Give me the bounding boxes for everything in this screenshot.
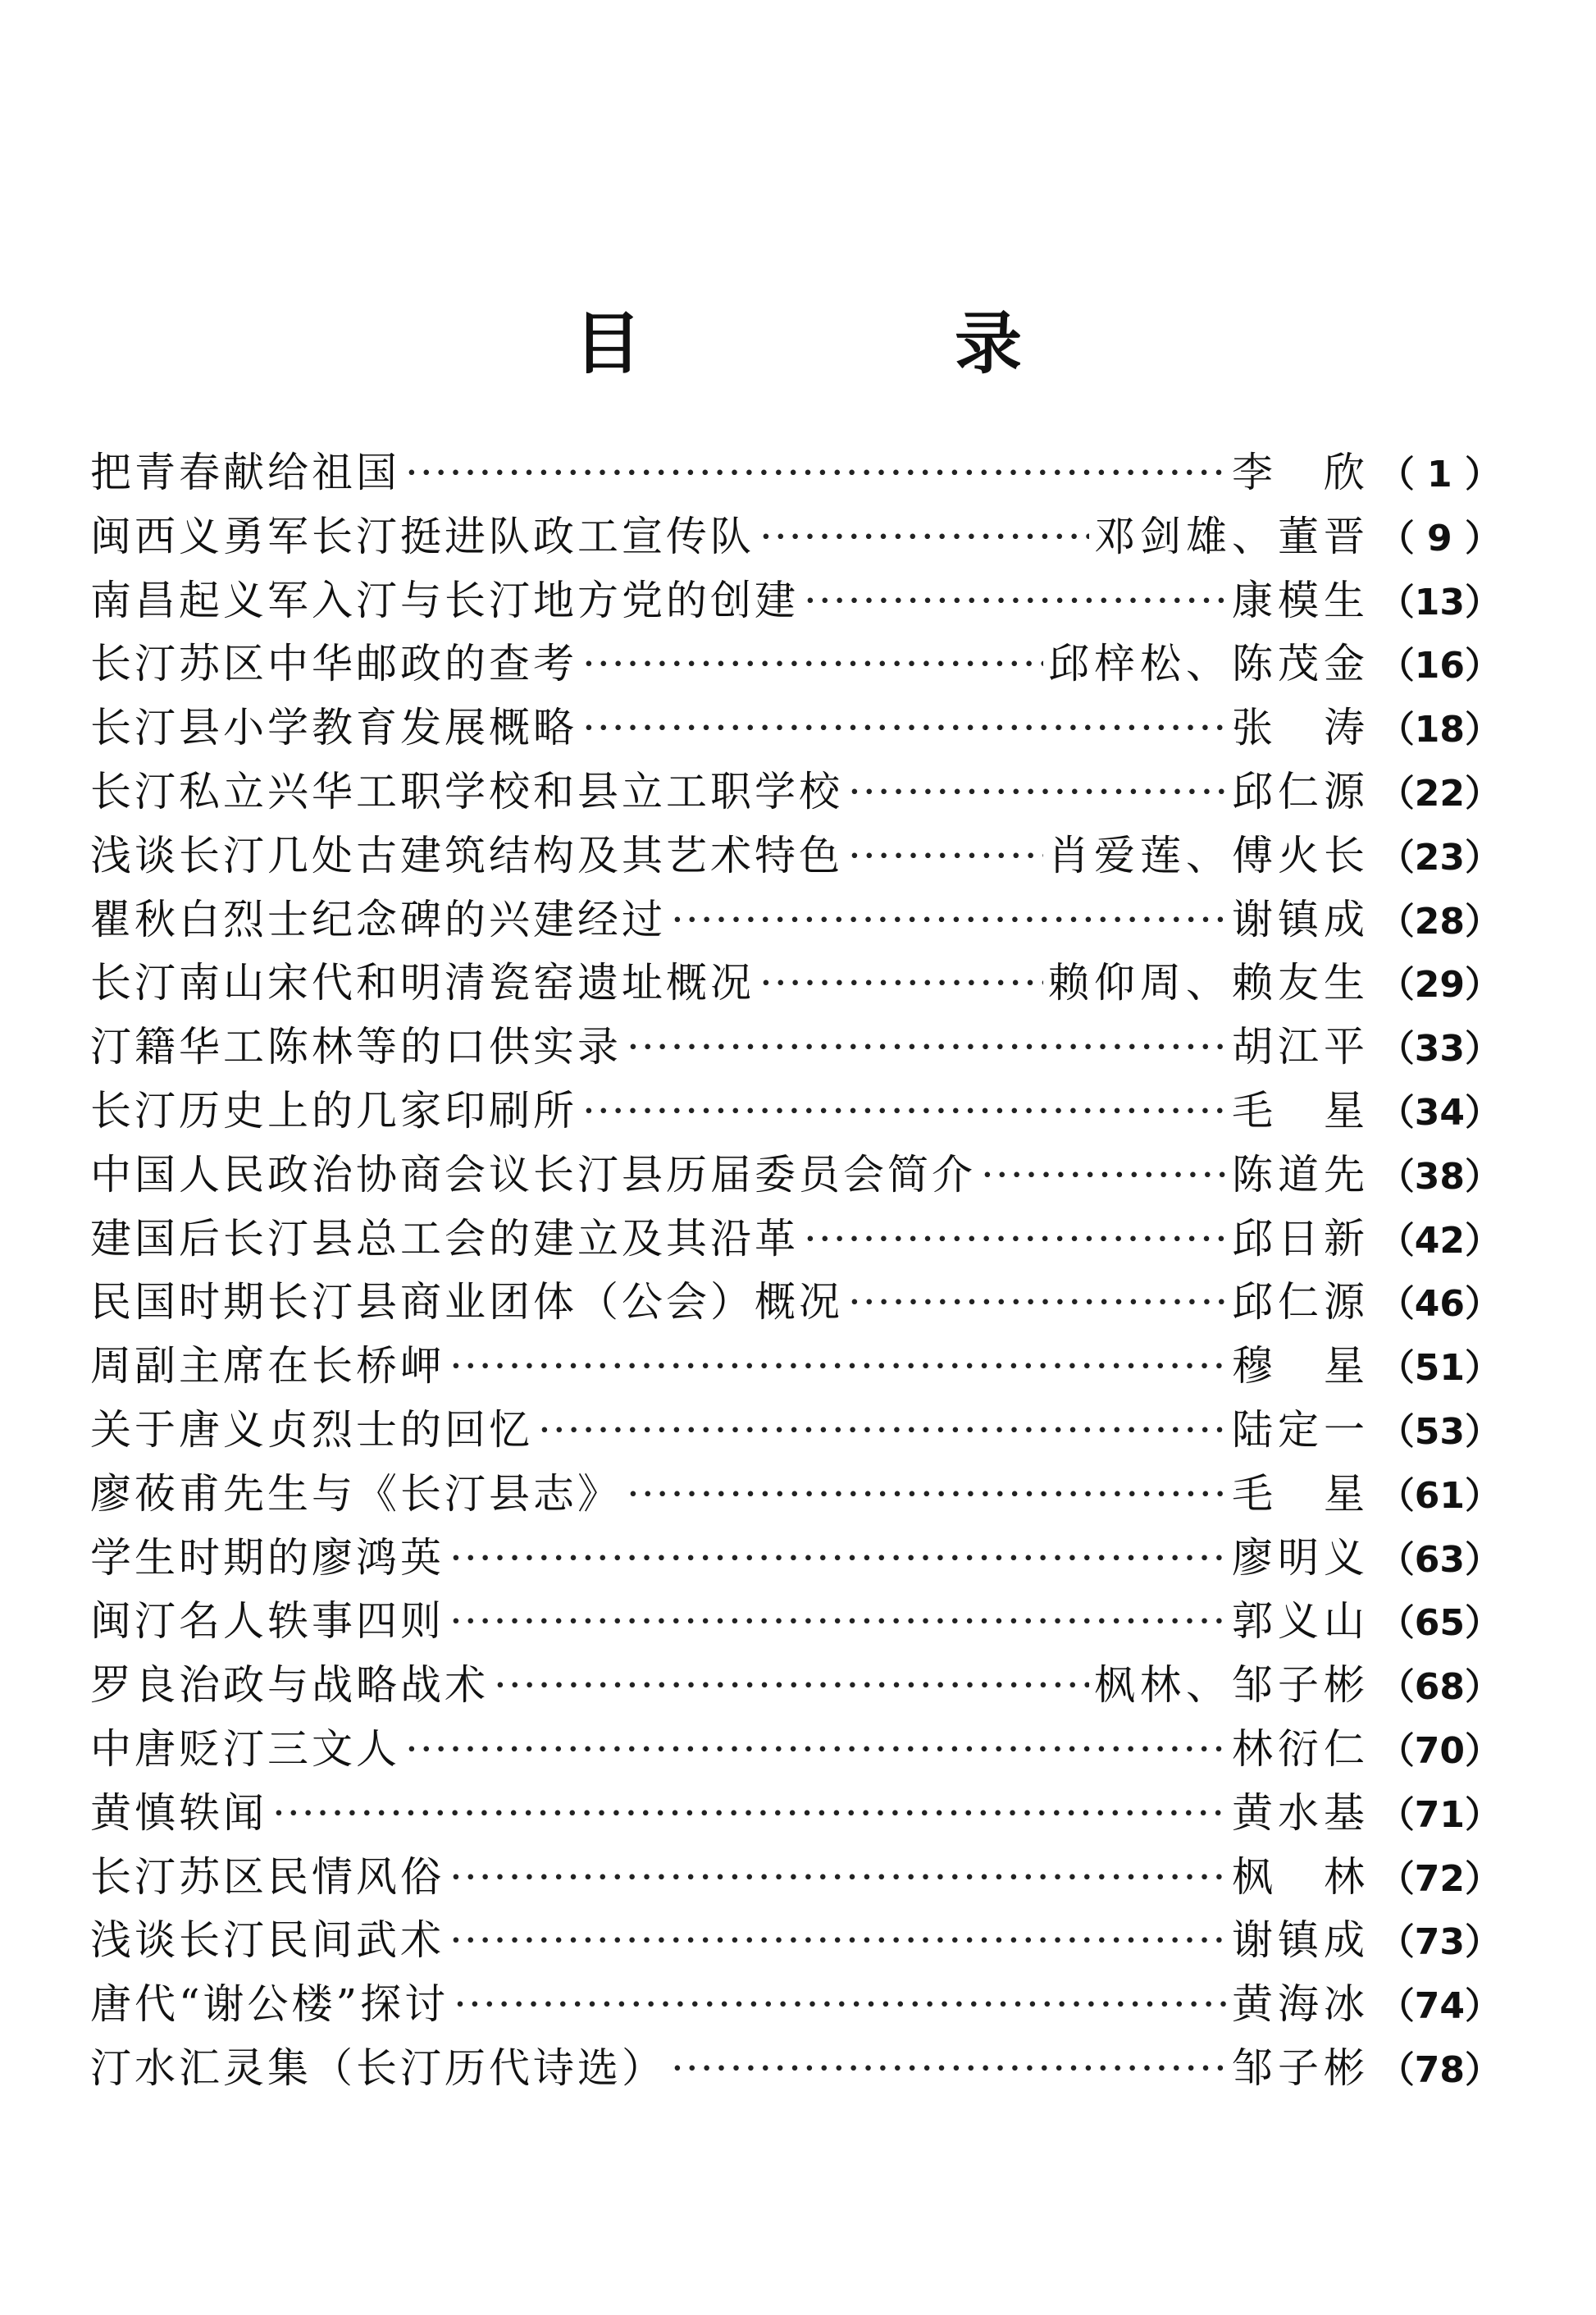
toc-entry-title: 把青春献给祖国 bbox=[90, 449, 400, 496]
dot-leader bbox=[759, 505, 1089, 569]
toc-entry bbox=[90, 1463, 1501, 1527]
toc-entry-title: 建国后长汀县总工会的建立及其沿革 bbox=[90, 1214, 799, 1263]
toc-entry bbox=[90, 696, 1501, 760]
dot-leader bbox=[582, 696, 1227, 760]
toc-entry-page: （46） bbox=[1378, 1283, 1501, 1326]
toc-entry-author: 郭义山 bbox=[1232, 1597, 1370, 1646]
toc-entry bbox=[90, 1718, 1501, 1782]
toc-entry bbox=[90, 569, 1501, 633]
toc-entry-title: 中唐贬汀三文人 bbox=[90, 1724, 400, 1773]
toc-entry-page: （ 9 ） bbox=[1378, 517, 1501, 559]
toc-entry bbox=[90, 441, 1501, 505]
toc-entry bbox=[90, 1080, 1501, 1144]
toc-entry bbox=[90, 1335, 1501, 1399]
toc-entry-author: 廖明义 bbox=[1232, 1533, 1370, 1582]
toc-entry-page: （23） bbox=[1378, 836, 1501, 879]
toc-entry bbox=[90, 1782, 1501, 1846]
dot-leader bbox=[449, 1335, 1227, 1399]
dot-leader bbox=[582, 1080, 1227, 1144]
toc-entry bbox=[90, 824, 1501, 888]
toc-entry-page: （22） bbox=[1378, 772, 1501, 815]
dot-leader bbox=[671, 2037, 1227, 2101]
toc-entry-title: 唐代“谢公楼”探讨 bbox=[90, 1980, 449, 2029]
toc-entry bbox=[90, 632, 1501, 696]
toc-entry-title: 长汀南山宋代和明清瓷窑遗址概况 bbox=[90, 959, 755, 1007]
dot-leader bbox=[449, 1527, 1227, 1591]
toc-entry-title: 长汀苏区民情风俗 bbox=[90, 1852, 445, 1901]
toc-entry-author: 黄水基 bbox=[1232, 1788, 1370, 1837]
toc-entry-page: （65） bbox=[1378, 1602, 1501, 1645]
toc-entry-page: （29） bbox=[1378, 964, 1501, 1007]
dot-leader bbox=[627, 1016, 1227, 1080]
dot-leader bbox=[848, 1271, 1227, 1335]
toc-entry-title: 长汀苏区中华邮政的查考 bbox=[90, 640, 577, 688]
toc-entry-title: 廖莜甫先生与《长汀县志》 bbox=[90, 1469, 622, 1518]
toc-entry-title: 学生时期的廖鸿英 bbox=[90, 1533, 445, 1582]
toc-entry-page: （53） bbox=[1378, 1410, 1501, 1453]
toc-entry bbox=[90, 1527, 1501, 1591]
toc-entry-page: （72） bbox=[1378, 1857, 1501, 1900]
dot-leader bbox=[405, 1718, 1227, 1782]
toc-entry-title: 长汀历史上的几家印刷所 bbox=[90, 1086, 577, 1135]
toc-entry-page: （34） bbox=[1378, 1091, 1501, 1134]
toc-entry-author: 邹子彬 bbox=[1232, 2043, 1370, 2092]
dot-leader bbox=[848, 760, 1227, 824]
dot-leader bbox=[272, 1782, 1227, 1846]
toc-entry-author: 林衍仁 bbox=[1232, 1724, 1370, 1773]
toc-entry bbox=[90, 888, 1501, 952]
toc-entry-page: （38） bbox=[1378, 1155, 1501, 1198]
toc-entry-page: （18） bbox=[1378, 709, 1501, 751]
toc-entry-author: 李 欣 bbox=[1232, 449, 1370, 496]
dot-leader bbox=[494, 1654, 1089, 1718]
toc-entry-page: （28） bbox=[1378, 900, 1501, 943]
toc-entry-page: （51） bbox=[1378, 1347, 1501, 1390]
toc-entry bbox=[90, 1144, 1501, 1208]
dot-leader bbox=[449, 1909, 1227, 1973]
toc-entry bbox=[90, 1909, 1501, 1973]
toc-entry-author: 康模生 bbox=[1232, 576, 1370, 624]
toc-entry-author: 谢镇成 bbox=[1232, 895, 1370, 943]
toc-entry-page: （73） bbox=[1378, 1921, 1501, 1964]
toc-entry-title: 闽西义勇军长汀挺进队政工宣传队 bbox=[90, 512, 755, 560]
page-title: 目 录 bbox=[573, 305, 1145, 383]
table-of-contents bbox=[90, 441, 1501, 2101]
toc-entry-page: （13） bbox=[1378, 581, 1501, 623]
toc-entry bbox=[90, 1590, 1501, 1654]
toc-entry-author: 邱仁源 bbox=[1232, 1278, 1370, 1326]
dot-leader bbox=[759, 952, 1043, 1016]
toc-entry-page: （63） bbox=[1378, 1538, 1501, 1581]
dot-leader bbox=[627, 1463, 1227, 1527]
toc-entry-title: 中国人民政治协商会议长汀县历届委员会简介 bbox=[90, 1150, 976, 1199]
toc-entry bbox=[90, 1846, 1501, 1910]
toc-entry-title: 浅谈长汀民间武术 bbox=[90, 1916, 445, 1965]
toc-entry-author: 陆定一 bbox=[1232, 1405, 1370, 1454]
dot-leader bbox=[449, 1590, 1227, 1654]
toc-entry-page: （70） bbox=[1378, 1729, 1501, 1772]
toc-entry-title: 长汀私立兴华工职学校和县立工职学校 bbox=[90, 767, 843, 815]
toc-entry-author: 邱仁源 bbox=[1232, 767, 1370, 815]
dot-leader bbox=[671, 888, 1227, 952]
toc-entry-page: （ 1 ） bbox=[1378, 454, 1501, 495]
toc-entry bbox=[90, 1654, 1501, 1718]
dot-leader bbox=[449, 1846, 1227, 1910]
toc-entry-author: 陈道先 bbox=[1232, 1150, 1370, 1199]
dot-leader bbox=[405, 441, 1227, 505]
toc-entry-author: 邱日新 bbox=[1232, 1214, 1370, 1263]
toc-entry bbox=[90, 1271, 1501, 1335]
toc-entry-author: 毛 星 bbox=[1232, 1469, 1370, 1518]
toc-entry-author: 枫 林 bbox=[1232, 1852, 1370, 1901]
toc-entry-title: 南昌起义军入汀与长汀地方党的创建 bbox=[90, 576, 799, 624]
dot-leader bbox=[538, 1399, 1227, 1463]
dot-leader bbox=[804, 569, 1227, 633]
toc-entry-page: （74） bbox=[1378, 1985, 1501, 2028]
toc-entry bbox=[90, 1973, 1501, 2037]
toc-entry-title: 浅谈长汀几处古建筑结构及其艺术特色 bbox=[90, 831, 843, 879]
toc-entry-title: 关于唐义贞烈士的回忆 bbox=[90, 1405, 533, 1454]
toc-entry-page: （71） bbox=[1378, 1793, 1501, 1836]
toc-entry-author: 毛 星 bbox=[1232, 1086, 1370, 1135]
toc-entry-title: 罗良治政与战略战术 bbox=[90, 1661, 489, 1710]
toc-entry-page: （78） bbox=[1378, 2048, 1501, 2091]
toc-entry-page: （61） bbox=[1378, 1474, 1501, 1517]
toc-entry-page: （16） bbox=[1378, 645, 1501, 687]
dot-leader bbox=[804, 1208, 1227, 1272]
toc-entry-author: 邓剑雄、董晋 bbox=[1094, 512, 1370, 560]
toc-entry-page: （42） bbox=[1378, 1219, 1501, 1262]
toc-entry-title: 黄慎轶闻 bbox=[90, 1788, 267, 1837]
toc-entry-author: 黄海冰 bbox=[1232, 1980, 1370, 2029]
toc-entry bbox=[90, 1016, 1501, 1080]
toc-entry-title: 闽汀名人轶事四则 bbox=[90, 1597, 445, 1646]
toc-entry-page: （68） bbox=[1378, 1666, 1501, 1709]
toc-entry bbox=[90, 505, 1501, 569]
toc-entry-author: 赖仰周、赖友生 bbox=[1048, 959, 1370, 1007]
dot-leader bbox=[582, 632, 1043, 696]
toc-entry bbox=[90, 760, 1501, 824]
toc-entry-page: （33） bbox=[1378, 1028, 1501, 1071]
toc-entry-author: 肖爱莲、傅火长 bbox=[1048, 831, 1370, 879]
toc-entry-title: 汀籍华工陈林等的口供实录 bbox=[90, 1023, 622, 1071]
toc-entry-author: 邱梓松、陈茂金 bbox=[1048, 640, 1370, 688]
toc-entry-author: 张 涛 bbox=[1232, 704, 1370, 752]
toc-entry bbox=[90, 952, 1501, 1016]
toc-entry-title: 瞿秋白烈士纪念碑的兴建经过 bbox=[90, 895, 666, 943]
toc-entry-title: 民国时期长汀县商业团体（公会）概况 bbox=[90, 1278, 843, 1326]
toc-entry-title: 长汀县小学教育发展概略 bbox=[90, 704, 577, 752]
toc-entry-author: 枫林、邹子彬 bbox=[1094, 1661, 1370, 1710]
toc-entry-title: 周副主席在长桥岬 bbox=[90, 1342, 445, 1390]
dot-leader bbox=[454, 1973, 1227, 2037]
toc-entry bbox=[90, 1399, 1501, 1463]
toc-entry-author: 谢镇成 bbox=[1232, 1916, 1370, 1965]
toc-entry bbox=[90, 1208, 1501, 1272]
toc-entry-author: 胡江平 bbox=[1232, 1023, 1370, 1071]
toc-entry-title: 汀水汇灵集（长汀历代诗选） bbox=[90, 2043, 666, 2092]
toc-entry-author: 穆 星 bbox=[1232, 1342, 1370, 1390]
toc-entry bbox=[90, 2037, 1501, 2101]
dot-leader bbox=[848, 824, 1043, 888]
dot-leader bbox=[981, 1144, 1227, 1208]
